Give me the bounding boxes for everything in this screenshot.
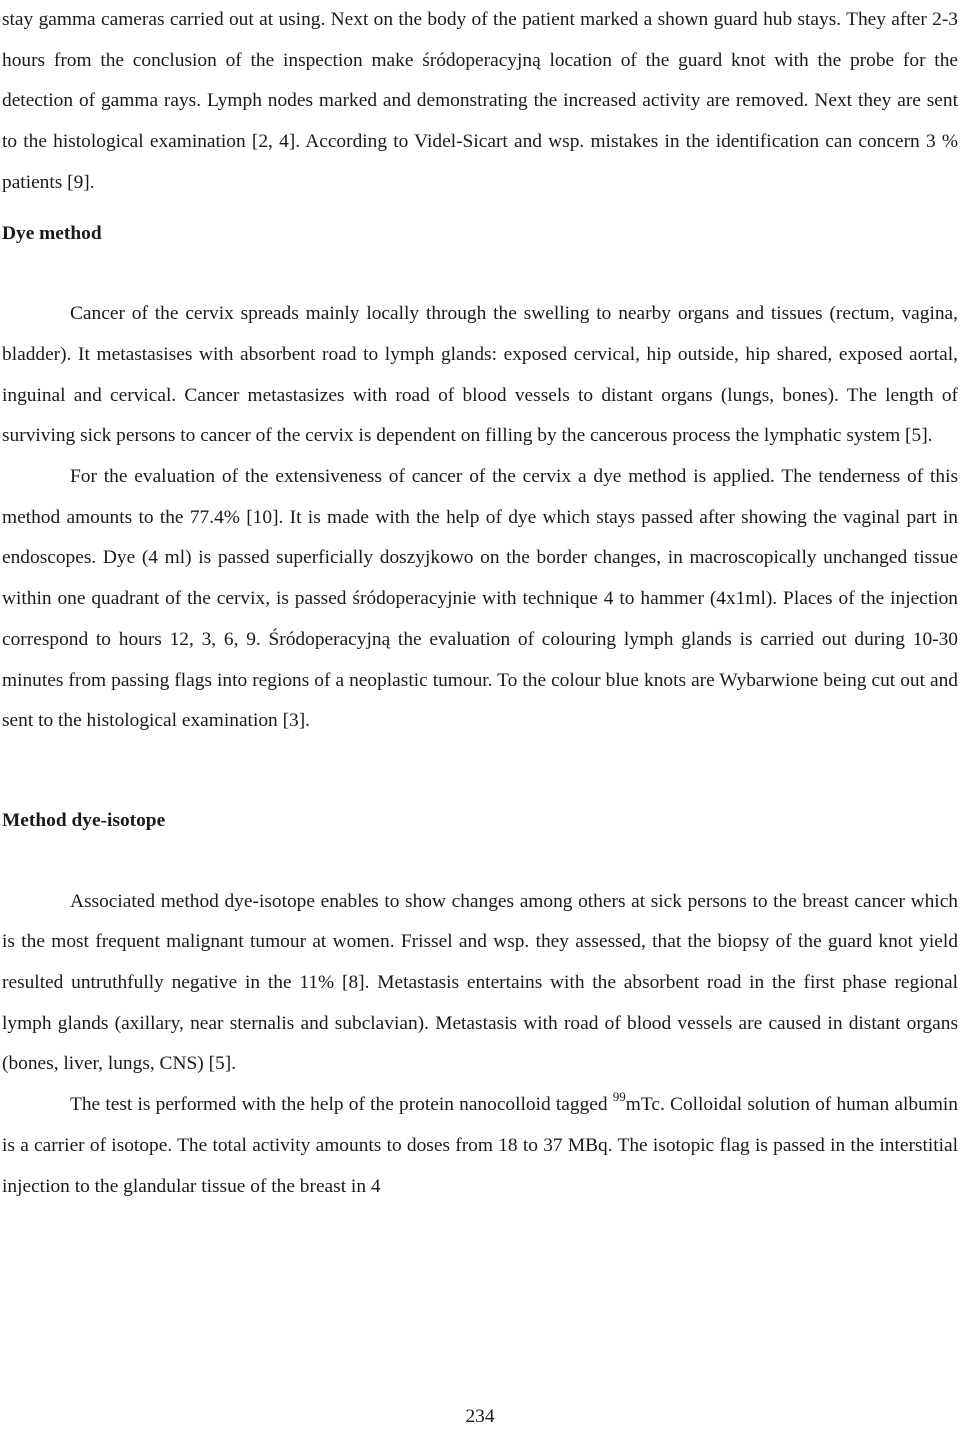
spacer — [2, 842, 958, 882]
spacer — [2, 204, 958, 214]
page-number: 234 — [465, 1406, 495, 1427]
heading-dye-isotope: Method dye-isotope — [2, 809, 166, 831]
isotope-mass-superscript: 99 — [612, 1089, 626, 1105]
text-before-superscript: The test is performed with the help of the protein nanocolloid tagged — [70, 1094, 613, 1116]
paragraph-dye-evaluation: For the evaluation of the extensiveness of cancer of the cervix a dye method is applied. The tenderness of this method amounts to the 77.4% [10]. It is made with the help of dye which stays passed after showing the vaginal part in endoscopes. Dye (4 ml) is passed superficially doszyjkowo on the border changes, in macroscopically unchanged tissue within one quadrant of the cervix, is passed śródoperacyjnie with technique 4 to hammer (4x1ml). Places of the injection correspond to hours 12, 3, 6, 9. Śródoperacyjną the evaluation of colouring lymph glands is carried out during 10-30 minutes from passing flags into regions of a neoplastic tumour. To the colour blue knots are Wybarwione being cut out and sent to the histological examination [3]. — [2, 466, 958, 732]
paragraph-nanocolloid-test — [2, 1085, 958, 1207]
paragraph-breast-cancer: Associated method dye-isotope enables to show changes among others at sick persons to the breast cancer which is the most frequent malignant tumour at women. Frissel and wsp. they assessed, that the biopsy of the guard knot yield resulted untruthfully negative in the 11% [8]. Metastasis entertains with the absorbent road in the first phase regional lymph glands (axillary, near sternalis and subclavian). Metastasis with road of blood vessels are caused in distant organs (bones, liver, lungs, CNS) [5]. — [2, 890, 958, 1075]
spacer — [2, 254, 958, 294]
spacer — [2, 742, 958, 801]
paragraph-gamma-camera: stay gamma cameras carried out at using. Next on the body of the patient marked a shown guard hub stays. They after 2-3 hours from the conclusion of the inspection make śródoperacyjną location of the guard knot with the probe for the detection of gamma rays. Lymph nodes marked and demonstrating the increased activity are removed. Next they are sent to the histological examination [2, 4]. According to Videl-Sicart and wsp. mistakes in the identification can concern 3 % patients [9]. — [2, 9, 958, 193]
text-after-superscript: mTc. Colloidal solution of human albumin is a carrier of isotope. The total activity amounts to doses from 18 to 37 MBq. The isotopic flag is passed in the interstitial injection to the glandular tissue of the breast in 4 — [2, 1094, 958, 1197]
heading-dye-method: Dye method — [2, 222, 102, 244]
paragraph-cervix-spread: Cancer of the cervix spreads mainly locally through the swelling to nearby organs and tissues (rectum, vagina, bladder). It metastasises with absorbent road to lymph glands: exposed cervical, hip outside, hip shared, exposed aortal, inguinal and cervical. Cancer metastasizes with road of blood vessels to distant organs (lungs, bones). The length of surviving sick persons to cancer of the cervix is dependent on filling by the cancerous process the lymphatic system [5]. — [2, 303, 958, 447]
